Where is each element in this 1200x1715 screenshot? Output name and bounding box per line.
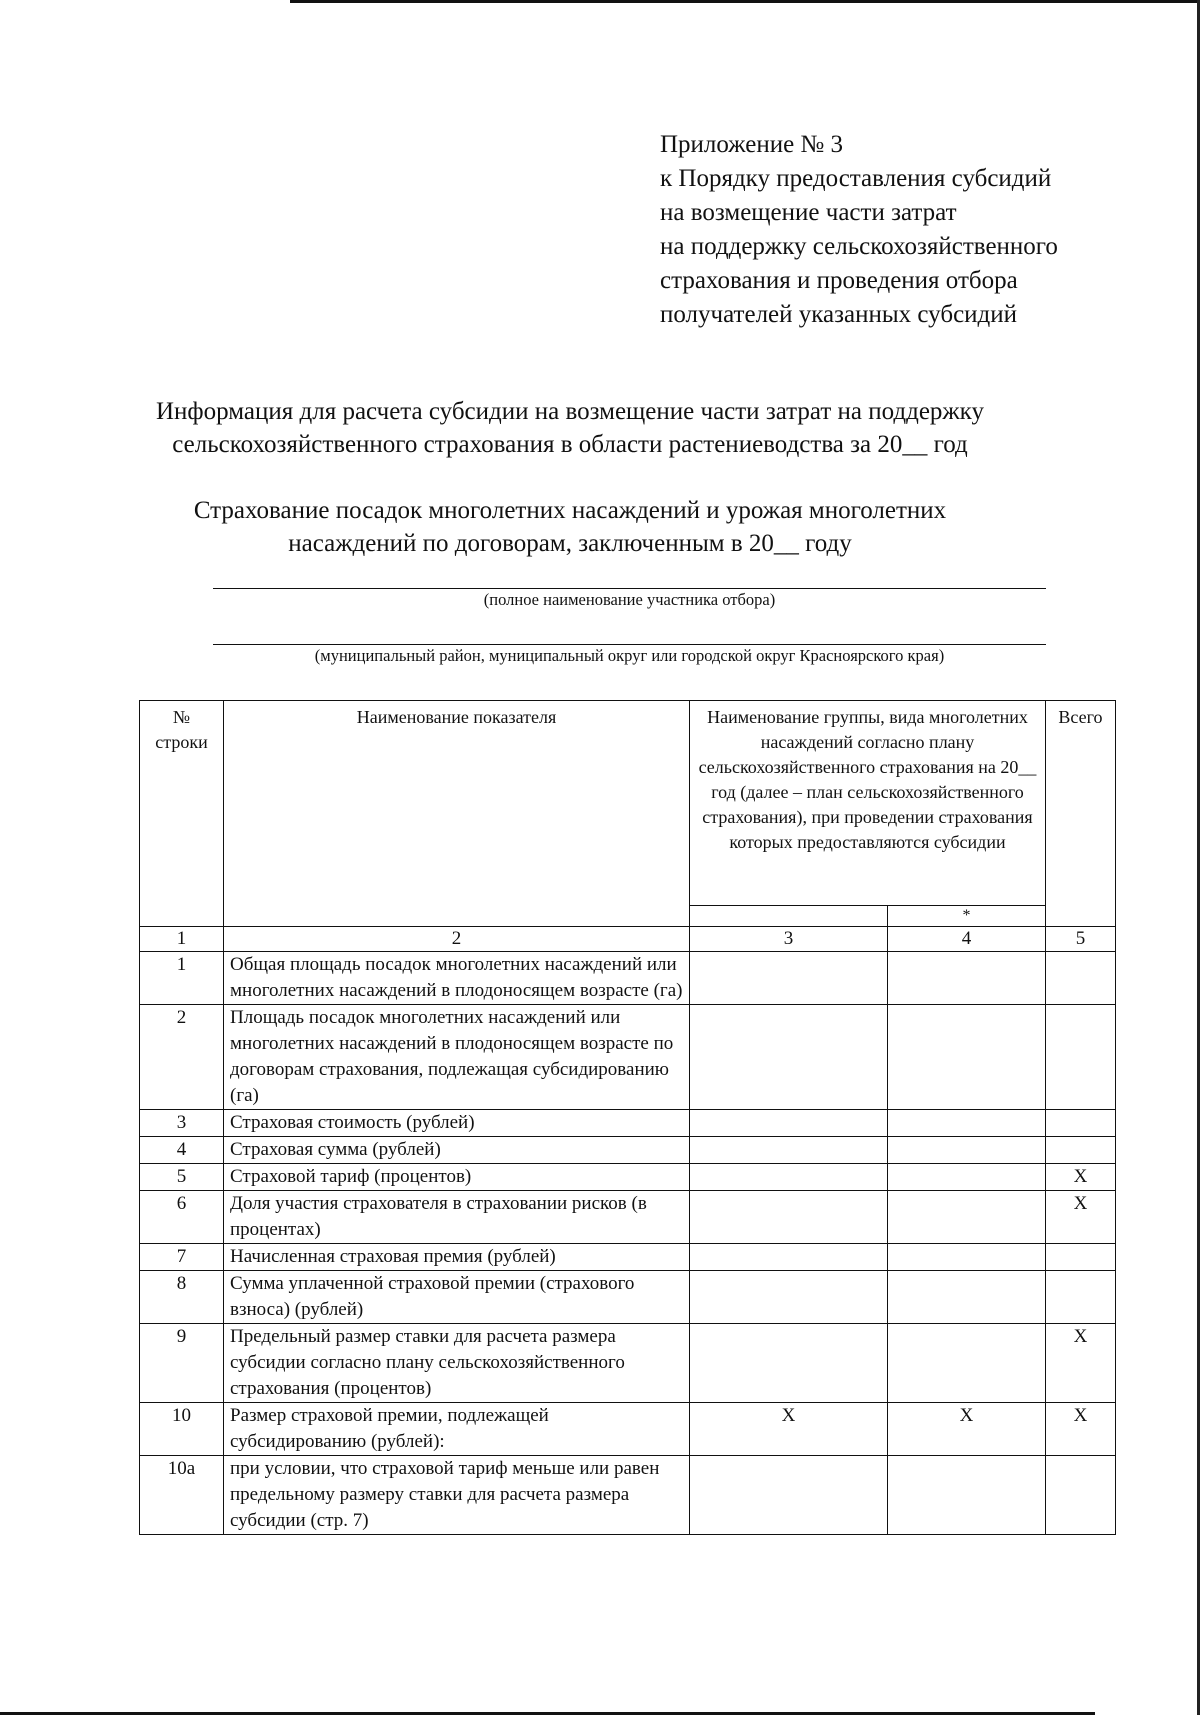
col-number: 4 [888, 927, 1046, 952]
table-row [140, 1324, 1116, 1403]
header-indicator: Наименование показателя [224, 701, 690, 927]
table-row [140, 1403, 1116, 1456]
column-number-row [140, 927, 1116, 952]
row-cell-5[interactable] [1046, 1456, 1116, 1535]
row-cell-5[interactable]: X [1046, 1403, 1116, 1456]
row-cell-3[interactable] [690, 1164, 888, 1191]
row-indicator: Страховая сумма (рублей) [224, 1137, 690, 1164]
appendix-header [660, 128, 1058, 332]
row-number: 8 [140, 1271, 224, 1324]
row-indicator: Общая площадь посадок многолетних насаждений или многолетних насаждений в плодоносящем возрасте (га) [224, 952, 690, 1005]
row-cell-4[interactable] [888, 1244, 1046, 1271]
row-cell-3[interactable] [690, 1191, 888, 1244]
row-cell-5[interactable] [1046, 1137, 1116, 1164]
row-number: 1 [140, 952, 224, 1005]
table-header-row [140, 701, 1116, 906]
col-number: 5 [1046, 927, 1116, 952]
row-cell-5[interactable] [1046, 1110, 1116, 1137]
participant-caption: (полное наименование участника отбора) [483, 590, 776, 609]
row-cell-4[interactable] [888, 1110, 1046, 1137]
row-cell-5[interactable]: X [1046, 1324, 1116, 1403]
title-line: Информация для расчета субсидии на возмещение части затрат на поддержку [156, 398, 984, 425]
col-number: 1 [140, 927, 224, 952]
table-row [140, 1005, 1116, 1110]
row-number: 4 [140, 1137, 224, 1164]
table-row [140, 952, 1116, 1005]
row-cell-5[interactable] [1046, 1271, 1116, 1324]
row-cell-4[interactable] [888, 1271, 1046, 1324]
row-number: 7 [140, 1244, 224, 1271]
header-row-no: № строки [140, 701, 224, 927]
header-total: Всего [1046, 701, 1116, 927]
table-row [140, 1110, 1116, 1137]
row-cell-4[interactable] [888, 1005, 1046, 1110]
subtitle-line: насаждений по договорам, заключенным в 20__ году [288, 530, 852, 557]
col-number: 3 [690, 927, 888, 952]
row-cell-5[interactable]: X [1046, 1191, 1116, 1244]
subheader-cell-3 [690, 906, 888, 927]
title-line: сельскохозяйственного страхования в области растениеводства за 20__ год [172, 431, 968, 458]
table-row [140, 1244, 1116, 1271]
subtitle-line: Страхование посадок многолетних насаждений и урожая многолетних [193, 497, 947, 524]
table-row [140, 1271, 1116, 1324]
row-cell-5[interactable] [1046, 952, 1116, 1005]
row-cell-3[interactable]: X [690, 1403, 888, 1456]
row-cell-4[interactable] [888, 1164, 1046, 1191]
document-subtitle [120, 494, 1020, 560]
row-indicator: Сумма уплаченной страховой премии (страхового взноса) (рублей) [224, 1271, 690, 1324]
subheader-star: * [888, 906, 1046, 927]
row-cell-3[interactable] [690, 952, 888, 1005]
row-indicator: Начисленная страховая премия (рублей) [224, 1244, 690, 1271]
row-cell-3[interactable] [690, 1456, 888, 1535]
row-cell-5[interactable] [1046, 1244, 1116, 1271]
row-cell-3[interactable] [690, 1005, 888, 1110]
row-indicator: Площадь посадок многолетних насаждений или многолетних насаждений в плодоносящем возрасте по договорам страхования, подлежащая субсидированию (га) [224, 1005, 690, 1110]
row-number: 10 [140, 1403, 224, 1456]
row-cell-4[interactable] [888, 952, 1046, 1005]
row-indicator: Предельный размер ставки для расчета размера субсидии согласно плану сельскохозяйственного страхования (процентов) [224, 1324, 690, 1403]
col-number: 2 [224, 927, 690, 952]
row-number: 5 [140, 1164, 224, 1191]
row-cell-4[interactable] [888, 1137, 1046, 1164]
row-cell-3[interactable] [690, 1271, 888, 1324]
district-fill-line[interactable] [213, 644, 1046, 645]
row-cell-3[interactable] [690, 1110, 888, 1137]
indicators-table [139, 700, 1116, 1535]
row-indicator: при условии, что страховой тариф меньше или равен предельному размеру ставки для расчета размера субсидии (стр. 7) [224, 1456, 690, 1535]
row-number: 6 [140, 1191, 224, 1244]
document-title [120, 395, 1020, 461]
appendix-line: получателей указанных субсидий [660, 301, 1018, 328]
row-cell-4[interactable] [888, 1456, 1046, 1535]
table-row [140, 1164, 1116, 1191]
row-number: 3 [140, 1110, 224, 1137]
table-row [140, 1456, 1116, 1535]
appendix-line: к Порядку предоставления субсидий [660, 165, 1052, 192]
appendix-line: Приложение № 3 [660, 131, 844, 158]
table-row [140, 1137, 1116, 1164]
row-cell-4[interactable] [888, 1191, 1046, 1244]
row-number: 10а [140, 1456, 224, 1535]
participant-fill-line[interactable] [213, 588, 1046, 589]
appendix-line: на поддержку сельскохозяйственного [660, 233, 1058, 260]
row-number: 9 [140, 1324, 224, 1403]
row-cell-4[interactable] [888, 1324, 1046, 1403]
header-group: Наименование группы, вида многолетних насаждений согласно плану сельскохозяйственного страхования на 20__ год (далее – план сельскохозяйственного страхования), при проведении страхования которых предоставляются субсидии [690, 701, 1046, 906]
row-cell-5[interactable]: X [1046, 1164, 1116, 1191]
row-cell-3[interactable] [690, 1324, 888, 1403]
row-number: 2 [140, 1005, 224, 1110]
row-indicator: Доля участия страхователя в страховании рисков (в процентах) [224, 1191, 690, 1244]
row-cell-4[interactable]: X [888, 1403, 1046, 1456]
row-indicator: Страховой тариф (процентов) [224, 1164, 690, 1191]
district-caption: (муниципальный район, муниципальный округ или городской округ Красноярского края) [314, 646, 945, 665]
row-indicator: Страховая стоимость (рублей) [224, 1110, 690, 1137]
table-row [140, 1191, 1116, 1244]
top-scan-border [290, 0, 1200, 3]
appendix-line: страхования и проведения отбора [660, 267, 1018, 294]
row-cell-3[interactable] [690, 1244, 888, 1271]
row-cell-5[interactable] [1046, 1005, 1116, 1110]
appendix-line: на возмещение части затрат [660, 199, 957, 226]
row-cell-3[interactable] [690, 1137, 888, 1164]
row-indicator: Размер страховой премии, подлежащей субсидированию (рублей): [224, 1403, 690, 1456]
